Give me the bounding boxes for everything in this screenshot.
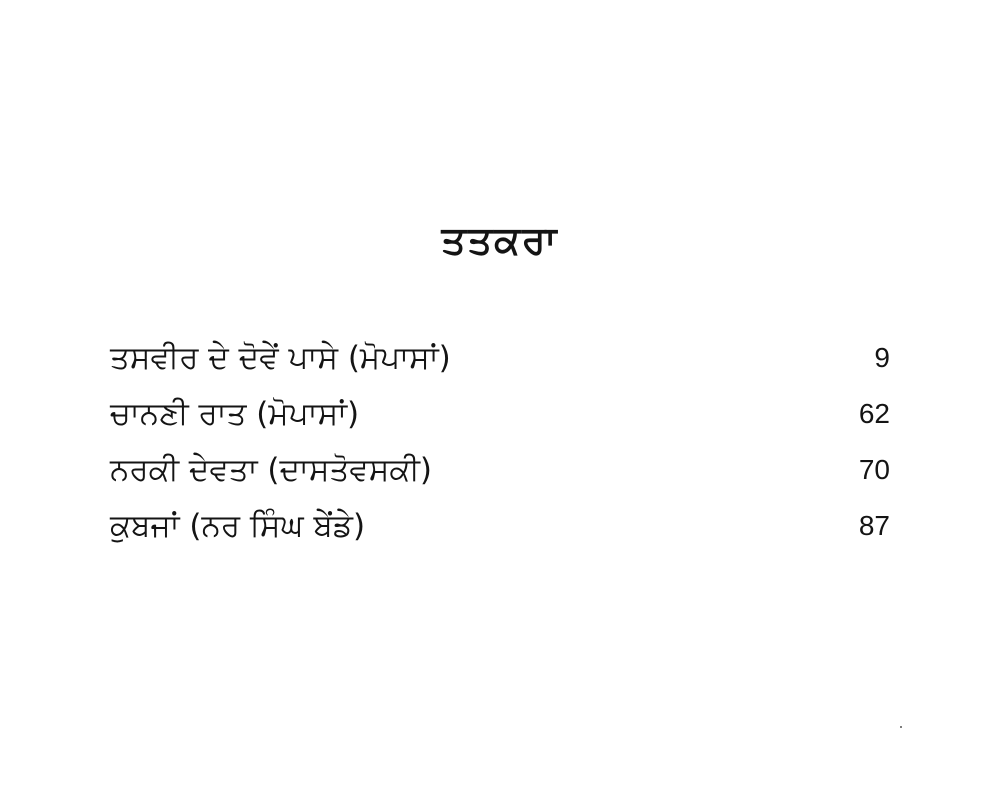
toc-entry-title: ਤਸਵੀਰ ਦੇ ਦੋਵੇਂ ਪਾਸੇ (ਮੋਪਾਸਾਂ): [110, 340, 451, 376]
toc-entry-title: ਕੁਬਜਾਂ (ਨਰ ਸਿੰਘ ਬੇਂਡੇ): [110, 508, 366, 544]
toc-entry-title: ਨਰਕੀ ਦੇਵਤਾ (ਦਾਸਤੋਵਸਕੀ): [110, 452, 432, 488]
toc-heading: ਤਤਕਰਾ: [441, 218, 559, 262]
toc-entry-title: ਚਾਨਣੀ ਰਾਤ (ਮੋਪਾਸਾਂ): [110, 396, 360, 432]
toc-entry: [110, 386, 890, 442]
scan-speck: [900, 726, 902, 728]
toc-entry-page-number: 87: [858, 510, 890, 541]
toc-list: [110, 330, 890, 554]
toc-entry: [110, 330, 890, 386]
toc-entry-page-number: 70: [858, 454, 890, 485]
toc-entry: [110, 498, 890, 554]
toc-entry-page-number: 9: [874, 342, 890, 373]
toc-entry: [110, 442, 890, 498]
toc-entry-page-number: 62: [858, 398, 890, 429]
